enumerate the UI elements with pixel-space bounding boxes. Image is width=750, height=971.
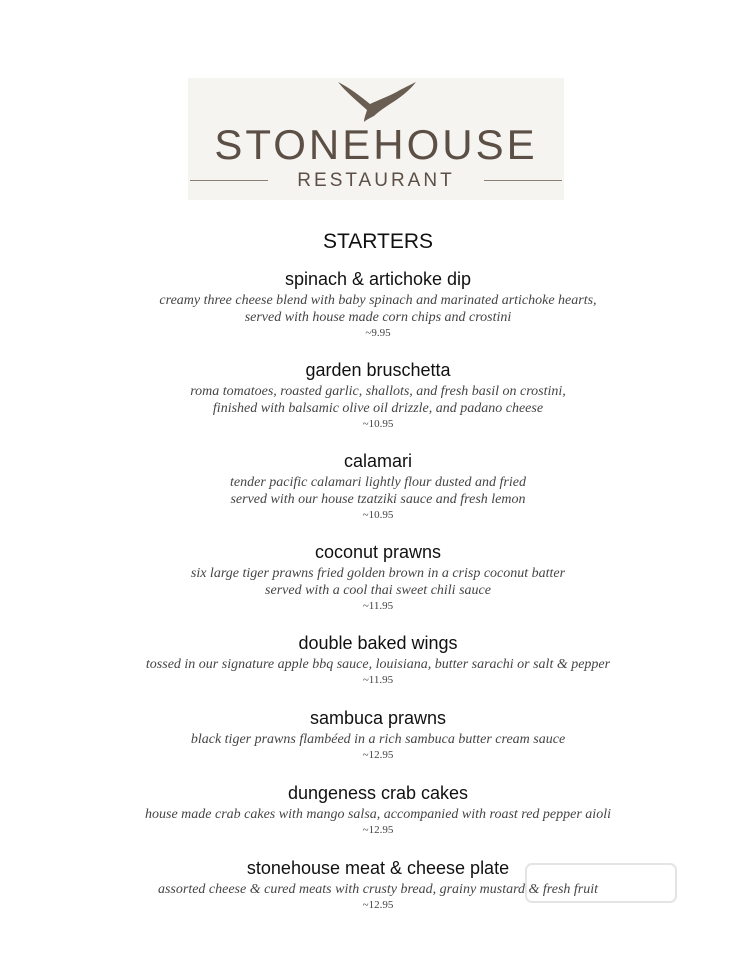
menu-item	[0, 782, 750, 838]
bird-icon	[334, 78, 418, 126]
item-name: stonehouse meat & cheese plate	[246, 858, 510, 878]
item-name: calamari	[343, 451, 413, 471]
menu-item	[0, 450, 750, 523]
item-name: double baked wings	[298, 633, 458, 653]
section-title: STARTERS	[322, 230, 434, 253]
menu-item	[0, 707, 750, 763]
brand-subtitle-row	[188, 170, 564, 192]
item-name: garden bruschetta	[305, 360, 451, 380]
item-price: ~12.95	[362, 899, 394, 911]
item-name: sambuca prawns	[309, 708, 447, 728]
item-description: black tiger prawns flambéed in a rich sambuca butter cream sauce	[190, 732, 566, 747]
item-description: tender pacific calamari lightly flour dusted and fried	[230, 475, 526, 490]
item-price: ~12.95	[362, 824, 394, 836]
item-price: ~9.95	[365, 327, 391, 339]
item-description: six large tiger prawns fried golden brown in a crisp coconut batter	[190, 566, 566, 581]
item-description: assorted cheese & cured meats with crusty bread, grainy mustard & fresh fruit	[157, 882, 599, 897]
item-name: coconut prawns	[314, 542, 442, 562]
divider-right	[484, 180, 562, 181]
item-price: ~11.95	[362, 600, 394, 612]
brand-subtitle: RESTAURANT	[297, 170, 455, 191]
menu-item	[0, 541, 750, 614]
item-price: ~10.95	[362, 418, 394, 430]
item-description: served with our house tzatziki sauce and fresh lemon	[230, 492, 526, 507]
watermark-icon	[522, 858, 682, 908]
item-description: served with house made corn chips and crostini	[244, 310, 512, 325]
item-description: house made crab cakes with mango salsa, accompanied with roast red pepper aioli	[145, 807, 611, 822]
item-price: ~10.95	[362, 509, 394, 521]
menu-item	[0, 268, 750, 341]
brand-name: STONEHOUSE	[214, 121, 538, 168]
item-price: ~11.95	[362, 674, 394, 686]
item-description: served with a cool thai sweet chili sauce	[265, 583, 491, 598]
item-description: creamy three cheese blend with baby spinach and marinated artichoke hearts,	[159, 293, 597, 308]
item-description: roma tomatoes, roasted garlic, shallots, and fresh basil on crostini,	[190, 384, 566, 399]
item-price: ~12.95	[362, 749, 394, 761]
menu-item	[0, 359, 750, 432]
item-name: spinach & artichoke dip	[284, 269, 472, 289]
item-description: finished with balsamic olive oil drizzle, and padano cheese	[212, 401, 544, 416]
item-description: tossed in our signature apple bbq sauce, louisiana, butter sarachi or salt & pepper	[145, 657, 611, 672]
menu-item	[0, 632, 750, 688]
item-name: dungeness crab cakes	[287, 783, 469, 803]
